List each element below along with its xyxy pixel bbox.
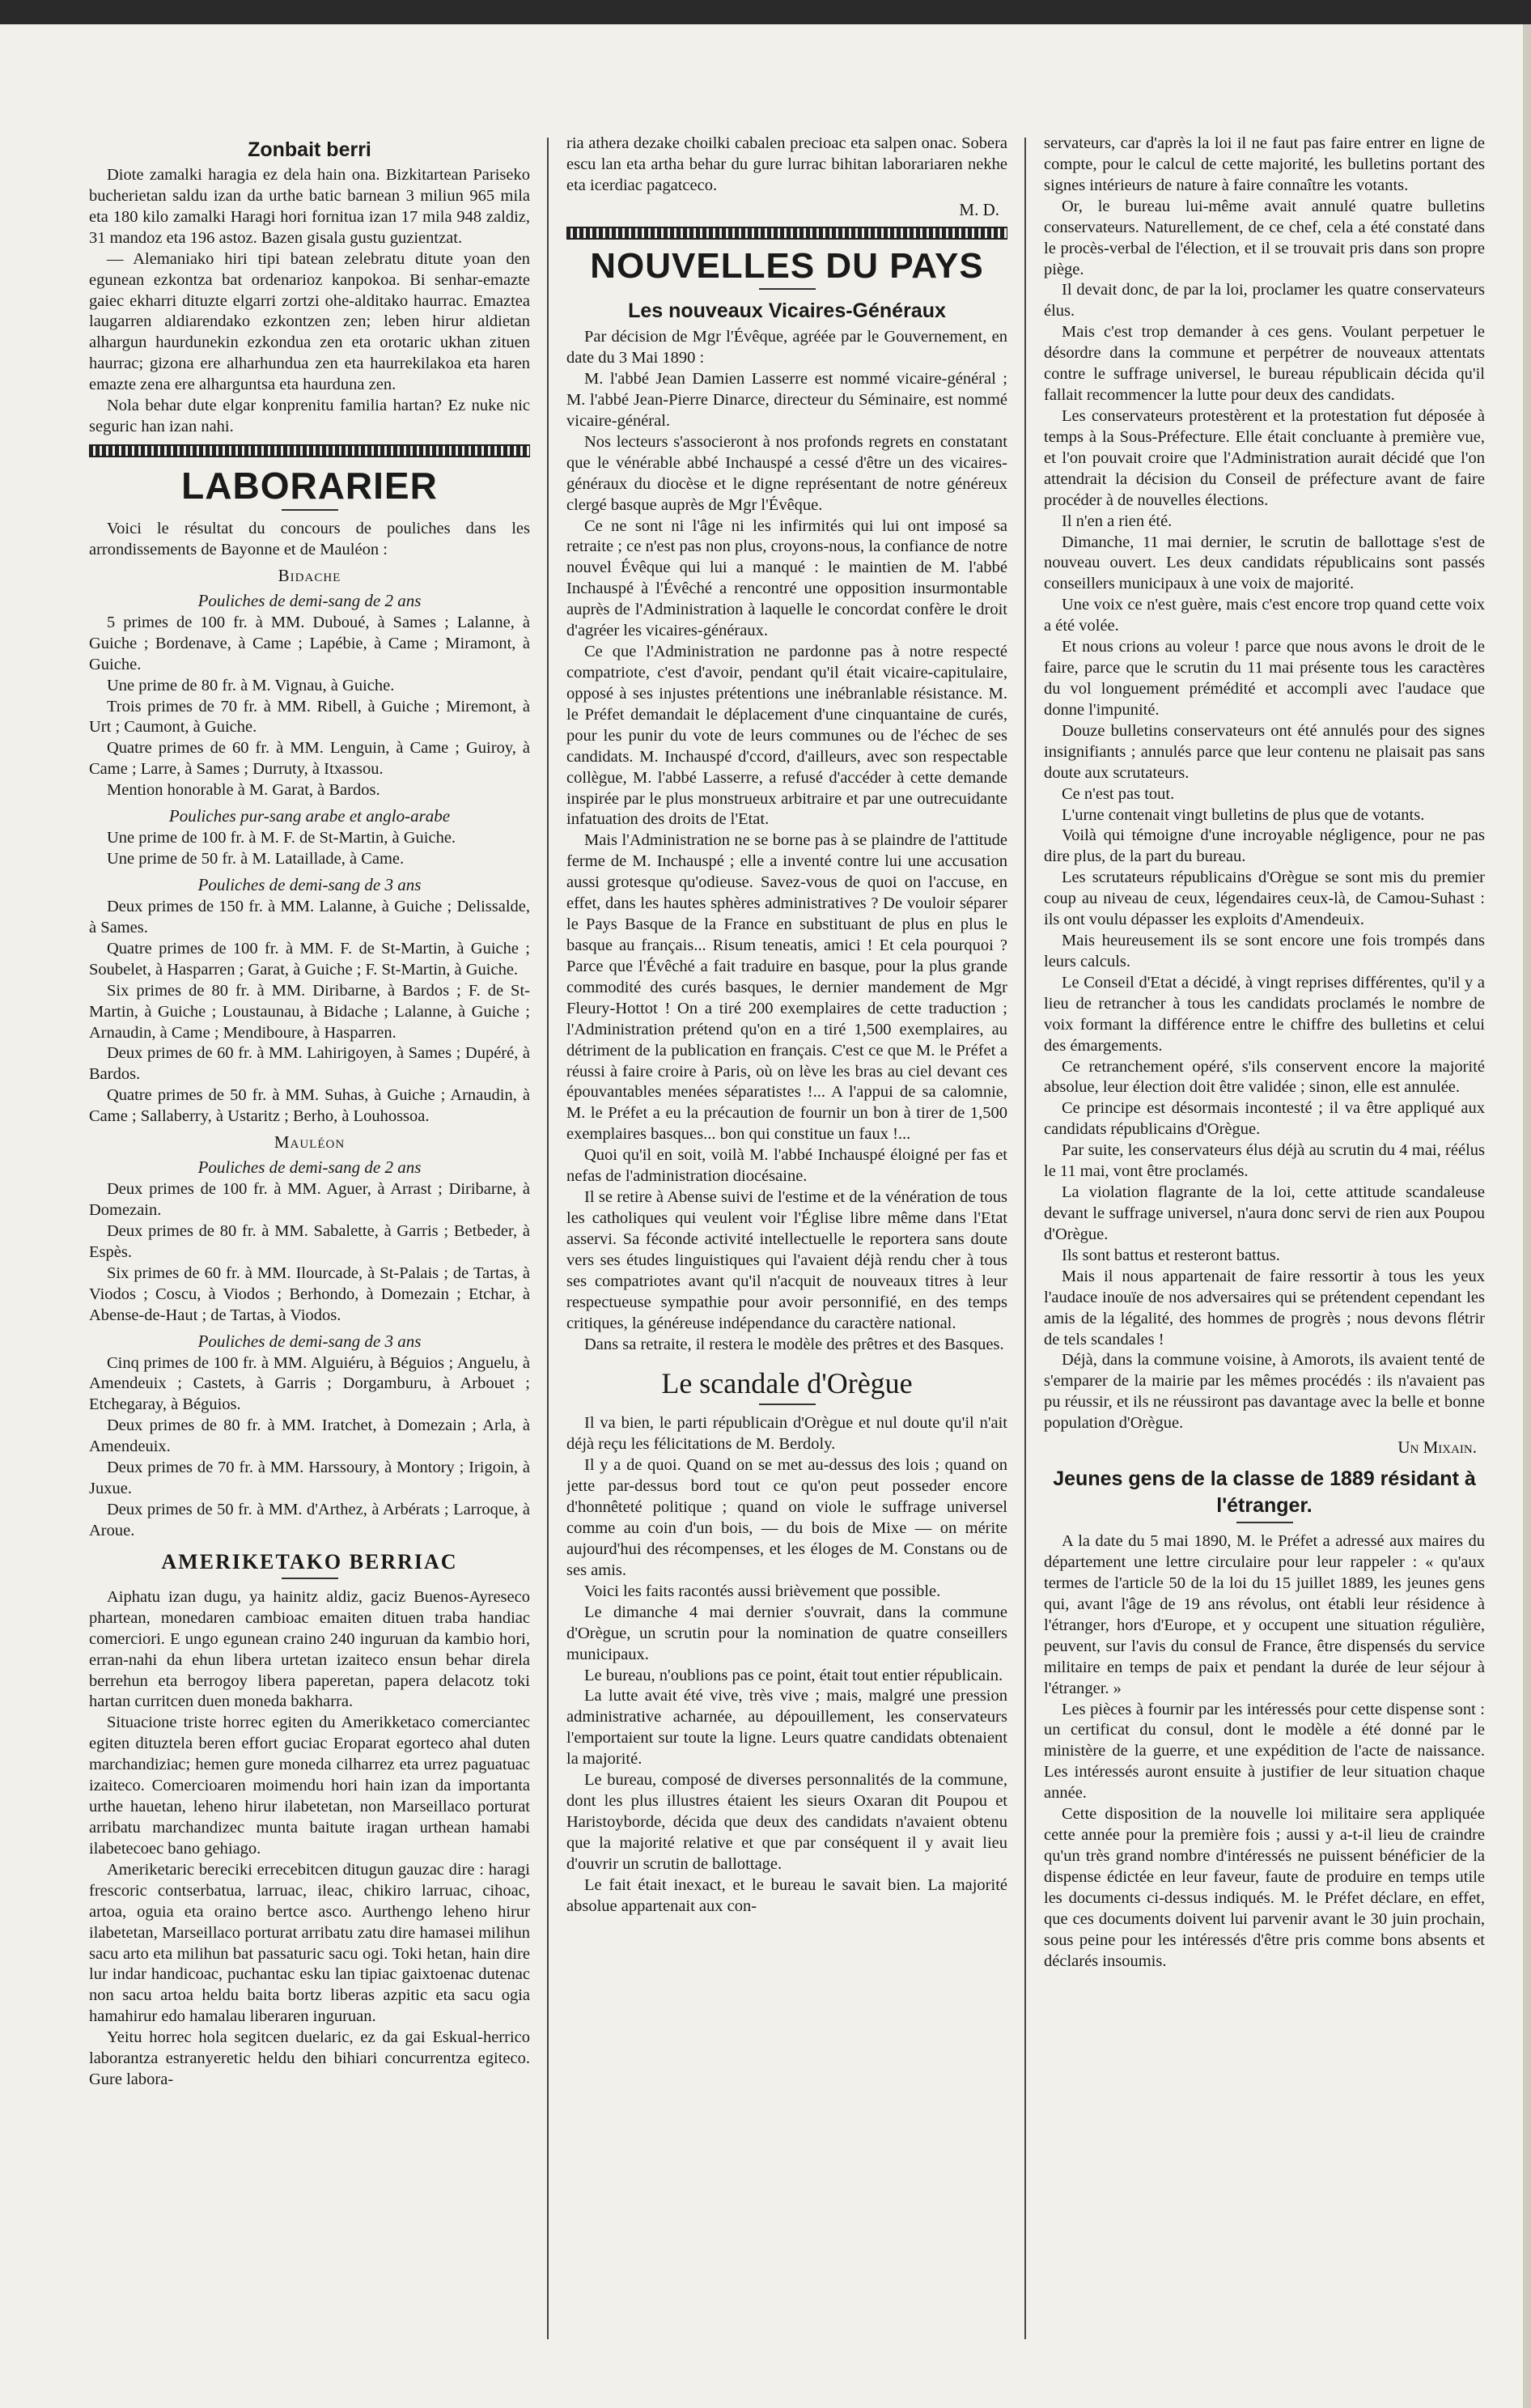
scandale-paragraph: Le bureau, composé de diverses personnalités de la commune, dont les plus illustres étaient les sieurs Oxaran dit Poupou et Haristoyborde, décida que deux des candidats n'avaient obtenu que la majorité relative et que par conséquent il y avait lieu d'ouvrir un scrutin de ballottage. xyxy=(566,1771,1007,1873)
prize-line: Deux primes de 150 fr. à MM. Lalanne, à Guiche ; Delissalde, à Sames. xyxy=(89,897,530,936)
amerik-paragraph: Situacione triste horrec egiten du Amerikketaco comerciantec egiten dituztela beren effort guciac Eroparat egorteco ahal duten marchandiziac; hemen gure moneda cilharrez eta urrez paguatuac izaiteco. Comercioaren moimendu hori hain izan da importanta urthe hauetan, leheno hirur ilabetetan, non Marseillaco porturat arribatu marchandizec munta baitute iragan urthean hamabi ilabetecoec bano gehiago. xyxy=(89,1714,530,1858)
scandale-continued: Déjà, dans la commune voisine, à Amorots, ils avaient tenté de s'emparer de la mairie par les mêmes procédés : ils n'avaient pas pu réussir, et ils ne réussiront pas davantage avec la belle et bonne population d'Orègue. xyxy=(1044,1351,1485,1433)
category-heading: Pouliches de demi-sang de 2 ans xyxy=(197,590,422,610)
page-right-edge xyxy=(1523,24,1531,2408)
amerik-title: AMERIKETAKO BERRIAC xyxy=(161,1549,458,1573)
title-underline xyxy=(1236,1522,1293,1523)
prize-line: 5 primes de 100 fr. à MM. Duboué, à Sames ; Lalanne, à Guiche ; Bordenave, à Came ; Lapébie, à Came ; Miramont, à Guiche. xyxy=(89,613,530,673)
vicaires-paragraph: Par décision de Mgr l'Évêque, agréée par le Gouvernement, en date du 3 Mai 1890 : xyxy=(566,328,1007,367)
category-heading: Pouliches de demi-sang de 3 ans xyxy=(197,1331,422,1351)
laborarier-intro: Voici le résultat du concours de pouliches dans les arrondissements de Bayonne et de Mauléon : xyxy=(89,519,530,558)
prize-line: Deux primes de 80 fr. à MM. Iratchet, à Domezain ; Arla, à Amendeuix. xyxy=(89,1416,530,1456)
zonbait-paragraph: Diote zamalki haragia ez dela hain ona. Bizkitartean Pariseko bucherietan saldu izan da urthe batic barnean 3 miliun 965 mila eta 180 kilo zamalki Haragi hori fornitua izan 17 mila 948 zaldiz, 31 mandoz eta 196 astoz. Bazen gisala gustu guzientzat. xyxy=(89,166,530,247)
scandale-continued: Or, le bureau lui-même avait annulé quatre bulletins conservateurs. Naturellement, de ce chef, cela a été constaté dans le procès-verbal de l'élection, et il se trouvait pris dans son propre piège. xyxy=(1044,197,1485,278)
vicaires-paragraph: Quoi qu'il en soit, voilà M. l'abbé Inchauspé éloigné per fas et nefas de l'administration diocésaine. xyxy=(566,1146,1007,1186)
scandale-continued: Les scrutateurs républicains d'Orègue se sont mis du premier coup au niveau de ceux, légendaires ceux-là, de Camou-Suhast : ils ont voulu dépasser les exploits d'Amendeuix. xyxy=(1044,868,1485,929)
column-2 xyxy=(566,134,1007,1917)
scandale-continued: Il devait donc, de par la loi, proclamer les quatre conservateurs élus. xyxy=(1044,281,1485,321)
prize-line: Une prime de 80 fr. à M. Vignau, à Guiche. xyxy=(107,676,395,694)
scandale-continued: servateurs, car d'après la loi il ne faut pas faire entrer en ligne de compte, pour le calcul de cette majorité, les bulletins portant des signes intérieurs de nature à faire connaître les votants. xyxy=(1044,134,1485,194)
place-heading: Bidache xyxy=(278,565,341,585)
title-underline xyxy=(282,509,338,511)
scandale-continued: L'urne contenait vingt bulletins de plus que de votants. xyxy=(1062,805,1425,824)
scandale-continued: Dimanche, 11 mai dernier, le scrutin de ballottage s'est de nouveau ouvert. Les deux candidats républicains sont passés conseillers municipaux à une voix de majorité. xyxy=(1044,533,1485,593)
column-rule-1 xyxy=(547,138,549,2339)
scandale-continued: Il n'en a rien été. xyxy=(1062,512,1173,530)
column-3 xyxy=(1044,134,1485,1973)
category-heading: Pouliches de demi-sang de 2 ans xyxy=(197,1157,422,1178)
scandale-continued: Ils sont battus et resteront battus. xyxy=(1062,1246,1280,1264)
signature: Un Mixain. xyxy=(1397,1438,1477,1458)
scandale-paragraph: Le fait était inexact, et le bureau le savait bien. La majorité absolue appartenait aux con- xyxy=(566,1875,1007,1915)
continued-paragraph: ria athera dezake choilki cabalen precioac eta salpen onac. Sobera escu lan eta artha behar du gure lurrac bihitan laborariaren nekhe eta icerdiac pagatceco. xyxy=(566,134,1007,194)
jeunes-paragraph: A la date du 5 mai 1890, M. le Préfet a adressé aux maires du département une lettre circulaire pour leur rappeler : « qu'aux termes de l'article 50 de la loi du 15 juillet 1889, les jeunes gens qui, avant l'âge de 19 ans révolus, ont établi leur résidence à l'étranger, hors d'Europe, et y occupent une situation régulière, peuvent, sur l'avis du consul de France, être dispensés du service militaire en temps de paix et pendant la durée de leur séjour à l'étranger. » xyxy=(1044,1532,1485,1697)
zonbait-title: Zonbait berri xyxy=(248,138,371,161)
prize-line: Deux primes de 100 fr. à MM. Aguer, à Arrast ; Diribarne, à Domezain. xyxy=(89,1180,530,1220)
prize-line: Mention honorable à M. Garat, à Bardos. xyxy=(107,781,380,800)
scandale-continued: Par suite, les conservateurs élus déjà au scrutin du 4 mai, réélus le 11 mai, vont être proclamés. xyxy=(1044,1141,1485,1181)
vicaires-paragraph: Ce que l'Administration ne pardonne pas à notre respecté compatriote, c'est d'avoir, pendant qu'il était vicaire-capitulaire, opposé à ses injustes prétentions une inébranlable résistance. M. le Préfet demandait le déplacement d'une cinquantaine de curés, pour les punir du vote de leurs communes ou de l'échec de ses candidats. M. Inchauspé d'ccord, d'ailleurs, avec son respectable collègue, M. l'abbé Lasserre, a refusé d'accéder à cette demande inspirée par le plus monstrueux arbitraire et par une outrecuidante infatuation des droits de l'Etat. xyxy=(566,643,1007,829)
page-top-border xyxy=(0,0,1531,24)
prize-line: Cinq primes de 100 fr. à MM. Alguiéru, à Béguios ; Anguelu, à Amendeuix ; Castets, à Garris ; Dorgamburu, à Arbouet ; Etchegaray, à Béguios. xyxy=(89,1353,530,1414)
prize-line: Six primes de 60 fr. à MM. Ilourcade, à St-Palais ; de Tartas, à Viodos ; Coscu, à Viodos ; Berhondo, à Domezain ; Etchar, à Abense-de-Haut ; de Tartas, à Viodos. xyxy=(89,1263,530,1324)
scandale-paragraph: La lutte avait été vive, très vive ; mais, malgré une pression administrative acharnée, au dépouillement, les conservateurs l'emportaient sur toute la ligne. Leurs quatre candidats obtenaient la majorité. xyxy=(566,1687,1007,1769)
scandale-continued: Mais c'est trop demander à ces gens. Voulant perpetuer le désordre dans la commune et perpétrer de nouveaux attentats contre le suffrage universel, le bureau républicain décida qu'il fallait recommencer la lutte pour deux des candidats. xyxy=(1044,323,1485,405)
zonbait-paragraph: Nola behar dute elgar konprenitu familia hartan? Ez nuke nic seguric han izan nahi. xyxy=(89,397,530,436)
vicaires-title: Les nouveaux Vicaires-Généraux xyxy=(628,299,946,322)
scandale-continued: Ce n'est pas tout. xyxy=(1062,784,1175,803)
prize-line: Deux primes de 70 fr. à MM. Harssoury, à Montory ; Irigoin, à Juxue. xyxy=(89,1459,530,1498)
laborarier-title: LABORARIER xyxy=(181,464,438,507)
vicaires-paragraph: Mais l'Administration ne se borne pas à se plaindre de l'attitude ferme de M. Inchauspé ; elle a inventé contre lui une accusation aussi grotesque qu'odieuse. Savez-vous de quoi on l'accuse, en effet, dans les hautes sphères administratives ? De vouloir séparer le Pays Basque de la France en substituant de plus en plus le basque au français... Risum teneatis, amici ! Et cela pourquoi ? Parce que l'Évêché a fait traduire en basque, pour la plus grande commodité des curés basques, le dernier mandement de Mgr Fleury-Hottot ! On a tiré 200 exemplaires de cette traduction ; l'Administration prétend qu'on en a tiré 1,500 exemplaires, au détriment de la publication en français. C'est ce que M. le Préfet a réussi à faire croire à Paris, où on lève les bras au ciel devant ces épouvantables menées séparatistes !... A l'appui de sa calomnie, M. le Préfet a eu la précaution de fournir un bon à tirer de 1,500 exemplaires basques... bon qui constitue un faux !... xyxy=(566,831,1007,1144)
amerik-paragraph: Ameriketaric bereciki errecebitcen ditugun gauzac dire : haragi frescoric contserbatua, larruac, ileac, chikiro larruac, cihoac, artoa, oguia eta oraino bertce asco. Aurthengo leheno hirur ilabetetan, Marseillaco porturat arribatu zatu dire hamasei milihun sacu arto eta milihun bat passaturic sacu ogi. Toki hetan, hain dire lur indar handicoac, puchantac esku lan tipiac gaixtoenac dutenac non sacu artoa heldu baita bortz liberas azpitic eta sacu ogia hamahirur edo hamalau liberaren inguruan. xyxy=(89,1860,530,2026)
title-underline xyxy=(759,1404,816,1405)
scandale-continued: Ce retranchement opéré, s'ils conservent encore la majorité absolue, leur élection doit être validée ; sinon, elle est annulée. xyxy=(1044,1057,1485,1097)
scandale-continued: Une voix ce n'est guère, mais c'est encore trop quand cette voix a été volée. xyxy=(1044,596,1485,635)
scandale-title: Le scandale d'Orègue xyxy=(661,1367,913,1400)
scandale-continued: Ce principe est désormais incontesté ; il va être appliqué aux candidats républicains d'Orègue. xyxy=(1044,1099,1485,1139)
prize-line: Quatre primes de 60 fr. à MM. Lenguin, à Came ; Guiroy, à Came ; Larre, à Sames ; Durruty, à Itxassou. xyxy=(89,739,530,779)
prize-line: Trois primes de 70 fr. à MM. Ribell, à Guiche ; Miremont, à Urt ; Caumont, à Guiche. xyxy=(89,697,530,737)
vicaires-paragraph: Nos lecteurs s'associeront à nos profonds regrets en constatant que le vénérable abbé Inchauspé a cessé d'être un des vicaires-généraux du diocèse et le digne représentant de notre généreux clergé basque auprès de Mgr l'Évêque. xyxy=(566,432,1007,514)
category-heading: Pouliches de demi-sang de 3 ans xyxy=(197,874,422,894)
jeunes-paragraph: Les pièces à fournir par les intéressés pour cette dispense sont : un certificat du consul, dont le modèle a été donné par le ministère de la guerre, et une expédition de l'acte de naissance. Les intéressés auront ensuite à justifier de leur situation chaque année. xyxy=(1044,1700,1485,1803)
prize-line: Quatre primes de 50 fr. à MM. Suhas, à Guiche ; Arnaudin, à Came ; Sallaberry, à Ustaritz ; Berho, à Louhossoa. xyxy=(89,1086,530,1126)
vicaires-paragraph: M. l'abbé Jean Damien Lasserre est nommé vicaire-général ; M. l'abbé Jean-Pierre Dinarce, directeur du Séminaire, est nommé vicaire-général. xyxy=(566,370,1007,430)
title-underline xyxy=(282,1578,338,1579)
jeunes-title: Jeunes gens de la classe de 1889 résidant à l'étranger. xyxy=(1053,1467,1476,1517)
scandale-continued: Le Conseil d'Etat a décidé, à vingt reprises différentes, qu'il y a lieu de retrancher à tous les candidats proclamés le nombre de voix formant la différence entre le chiffre des bulletins et celui des émargements. xyxy=(1044,973,1485,1055)
ornamental-divider xyxy=(89,444,530,457)
scandale-paragraph: Il va bien, le parti républicain d'Orègue et nul doute qu'il n'ait déjà reçu les félicitations de M. Berdoly. xyxy=(566,1414,1007,1454)
scandale-continued: Voilà qui témoigne d'une incroyable négligence, pour ne pas dire plus, de la part du bureau. xyxy=(1044,826,1485,866)
vicaires-paragraph: Dans sa retraite, il restera le modèle des prêtres et des Basques. xyxy=(584,1335,1004,1353)
prize-line: Quatre primes de 100 fr. à MM. F. de St-Martin, à Guiche ; Soubelet, à Hasparren ; Garat, à Guiche ; F. St-Martin, à Guiche. xyxy=(89,939,530,979)
prize-line: Deux primes de 50 fr. à MM. d'Arthez, à Arbérats ; Larroque, à Aroue. xyxy=(89,1501,530,1540)
column-1 xyxy=(89,134,530,2091)
vicaires-paragraph: Il se retire à Abense suivi de l'estime et de la vénération de tous les catholiques qui veulent voir l'Église libre même dans l'Etat asservi. Sa féconde activité intellectuelle le reportera sans doute vers ses études linguistiques qui l'avaient déjà rendu cher à tous ses compatriotes avant qu'il n'acquit de nouveaux titres à leur respectueuse sympathie pour avoir personnifié, en des temps critiques, la généreuse indépendance du caractère national. xyxy=(566,1188,1007,1332)
scandale-continued: Mais il nous appartenait de faire ressortir à tous les yeux l'audace inouïe de nos adversaires qui se prétendent cependant les amis de la légalité, des hommes de progrès ; nous devons flétrir de tels scandales ! xyxy=(1044,1267,1485,1348)
prize-line: Une prime de 50 fr. à M. Lataillade, à Came. xyxy=(107,850,405,868)
scandale-paragraph: Voici les faits racontés aussi brièvement que possible. xyxy=(584,1582,941,1600)
column-rule-2 xyxy=(1024,138,1026,2339)
scandale-paragraph: Le bureau, n'oublions pas ce point, était tout entier républicain. xyxy=(584,1666,1003,1684)
amerik-paragraph: Aiphatu izan dugu, ya hainitz aldiz, gaciz Buenos-Ayreseco phartean, monedaren cambioac emaiten dituen traba handiac comerciori. E ungo egunean craino 240 inguruan da kambio hori, erran-nahi da ehun libera urtetan izaiteco ensun behar direla berrehun eta berrogoy libera paperetan, papera delacotz toki hartan curritcen duen moneda bakharra. xyxy=(89,1587,530,1711)
prize-line: Deux primes de 60 fr. à MM. Lahirigoyen, à Sames ; Dupéré, à Bardos. xyxy=(89,1044,530,1084)
amerik-paragraph: Yeitu horrec hola segitcen duelaric, ez da gai Eskual-herrico laborantza estranyeretic heldu den bihiari concurrentza egiteco. Gure labora- xyxy=(89,2028,530,2089)
signature: M. D. xyxy=(959,199,999,219)
scandale-continued: Et nous crions au voleur ! parce que nous avons le droit de le faire, parce que le scrutin du 11 mai présente tous les caractères du vol longuement prémédité et accompli avec l'audace que donne l'impunité. xyxy=(1044,638,1485,719)
place-heading: Mauléon xyxy=(274,1132,346,1153)
category-heading: Pouliches pur-sang arabe et anglo-arabe xyxy=(168,806,451,826)
scandale-paragraph: Il y a de quoi. Quand on se met au-dessus des lois ; quand on jette par-dessus bord tout ce qu'on peut posseder encore d'honnêteté politique ; quand on viole le suffrage universel comme au coin d'un bois, — du bois de Mixe — on mérite aujourd'hui des récompenses, et les éloges de M. Constans ou de ses amis. xyxy=(566,1456,1007,1579)
scandale-paragraph: Le dimanche 4 mai dernier s'ouvrait, dans la commune d'Orègue, un scrutin pour la nomination de quatre conseillers municipaux. xyxy=(566,1603,1007,1663)
zonbait-paragraph: — Alemaniako hiri tipi batean zelebratu ditute yoan den egunean ezkontza bat ordenarioz kanpokoa. Bi senhar-emazte gaiec ekharri dituzte elgarri zortzi ohe-alditako haurrac. Emaztea laugarren aldiarendako ezkontzen zen; leben hirur aldietan alhargun haurdunekin ezkondua zen eta orotaric ukhan zituen haurrac; gizona ere alharhundua zen eta haurrekilakoa eta haren emazte zena ere alharguntsa eta haurduna zen. xyxy=(89,249,530,394)
ornamental-divider xyxy=(566,227,1007,240)
scandale-continued: Les conservateurs protestèrent et la protestation fut déposée à temps à la Sous-Préfecture. Elle était concluante à première vue, et l'on pouvait croire que l'Administration aurait décidé que l'on attendrait la décision du Conseil de préfecture avant de faire procéder à de nouvelles élections. xyxy=(1044,406,1485,509)
scandale-continued: Douze bulletins conservateurs ont été annulés pour des signes insignifiants ; annulés parce que leur contenu ne plaisait pas sans doute aux scrutateurs. xyxy=(1044,721,1485,782)
nouvelles-title: NOUVELLES DU PAYS xyxy=(590,245,984,286)
scandale-continued: La violation flagrante de la loi, cette attitude scandaleuse devant le suffrage universel, n'aura donc servi de rien aux Poupou d'Orègue. xyxy=(1044,1183,1485,1243)
vicaires-paragraph: Ce ne sont ni l'âge ni les infirmités qui lui ont imposé sa retraite ; ce n'est pas non plus, croyons-nous, la confiance de notre nouvel Évêque qui lui a manqué : le maintien de M. l'abbé Inchauspé à l'Évêché a rencontré une opposition insurmontable auprès de l'Administration à laquelle le concordat confère le droit d'agréer les vicaires-généraux. xyxy=(566,516,1007,640)
prize-line: Deux primes de 80 fr. à MM. Sabalette, à Garris ; Betbeder, à Espès. xyxy=(89,1221,530,1261)
scandale-continued: Mais heureusement ils se sont encore une fois trompés dans leurs calculs. xyxy=(1044,932,1485,970)
jeunes-paragraph: Cette disposition de la nouvelle loi militaire sera appliquée cette année pour la première fois ; aussi y a-t-il lieu de craindre qu'un très grand nombre d'intéressés ne puissent bénéficier de la dispense édictée en leur faveur, faute de produire en temps utile les documents ci-dessus indiqués. M. le Préfet déclare, en effet, que ces documents doivent lui parvenir avant le 30 juin prochain, sous peine pour les intéressés d'être pris comme bons absents et déclarés insoumis. xyxy=(1044,1805,1485,1970)
title-underline xyxy=(759,288,816,290)
prize-line: Six primes de 80 fr. à MM. Diribarne, à Bardos ; F. de St-Martin, à Guiche ; Loustaunau, à Bidache ; Lalanne, à Guiche ; Arnaudin, à Came ; Mendiboure, à Hasparren. xyxy=(89,981,530,1042)
prize-line: Une prime de 100 fr. à M. F. de St-Martin, à Guiche. xyxy=(107,829,456,847)
